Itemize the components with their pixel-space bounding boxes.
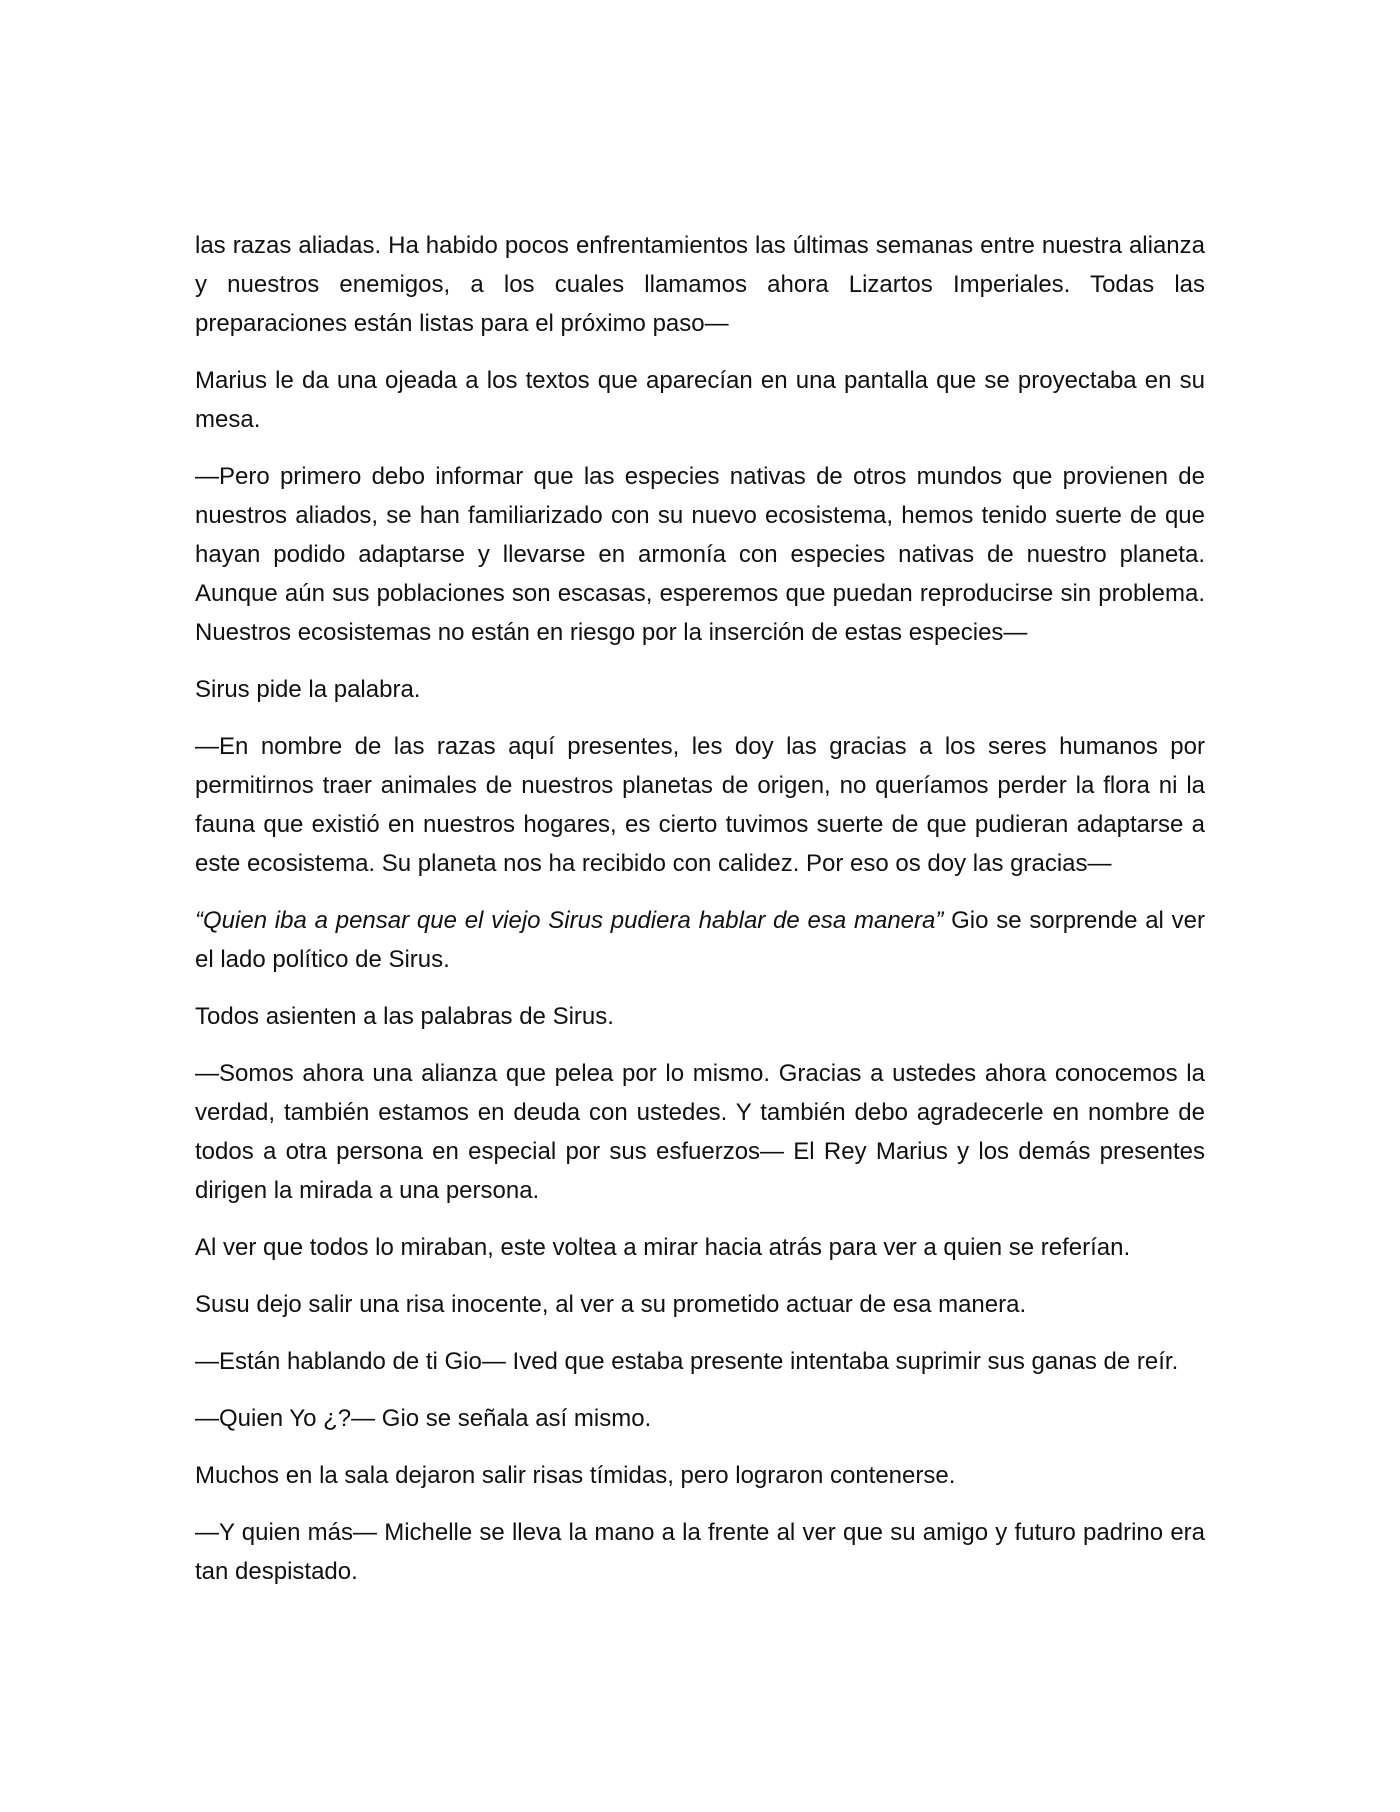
paragraph: —Pero primero debo informar que las especies nativas de otros mundos que provienen de nuestros aliados, se han familiarizado con su nuevo ecosistema, hemos tenido suerte de que hayan podido adaptarse y llevarse en armonía con especies nativas de nuestro planeta. Aunque aún sus poblaciones son escasas, esperemos que puedan reproducirse sin problema. Nuestros ecosistemas no están en riesgo por la inserción de estas especies—	[195, 463, 1205, 646]
document-body	[195, 226, 1205, 1609]
paragraph: las razas aliadas. Ha habido pocos enfrentamientos las últimas semanas entre nuestra alianza y nuestros enemigos, a los cuales llamamos ahora Lizartos Imperiales. Todas las preparaciones están listas para el próximo paso—	[195, 232, 1205, 337]
paragraph: Sirus pide la palabra.	[195, 676, 421, 703]
italic-thought: “Quien iba a pensar que el viejo Sirus pudiera hablar de esa manera”	[195, 907, 944, 934]
paragraph: —Están hablando de ti Gio— Ived que estaba presente intentaba suprimir sus ganas de reír.	[195, 1348, 1179, 1375]
paragraph: Al ver que todos lo miraban, este voltea a mirar hacia atrás para ver a quien se referían.	[195, 1234, 1131, 1261]
paragraph: Marius le da una ojeada a los textos que aparecían en una pantalla que se proyectaba en su mesa.	[195, 367, 1205, 433]
paragraph: —Somos ahora una alianza que pelea por lo mismo. Gracias a ustedes ahora conocemos la verdad, también estamos en deuda con ustedes. Y también debo agradecerle en nombre de todos a otra persona en especial por sus esfuerzos— El Rey Marius y los demás presentes dirigen la mirada a una persona.	[195, 1060, 1205, 1204]
paragraph: —Quien Yo ¿?— Gio se señala así mismo.	[195, 1405, 652, 1432]
paragraph: Muchos en la sala dejaron salir risas tímidas, pero lograron contenerse.	[195, 1462, 956, 1489]
paragraph-text: Gio se sorprende al ver el lado político de Sirus.	[195, 907, 1206, 973]
paragraph: —En nombre de las razas aquí presentes, les doy las gracias a los seres humanos por permitirnos traer animales de nuestros planetas de origen, no queríamos perder la flora ni la fauna que existió en nuestros hogares, es cierto tuvimos suerte de que pudieran adaptarse a este ecosistema. Su planeta nos ha recibido con calidez. Por eso os doy las gracias—	[195, 733, 1205, 877]
paragraph-with-italic-thought	[195, 901, 1205, 979]
paragraph: Todos asienten a las palabras de Sirus.	[195, 1003, 614, 1030]
paragraph: —Y quien más— Michelle se lleva la mano a la frente al ver que su amigo y futuro padrino era tan despistado.	[195, 1519, 1205, 1585]
paragraph: Susu dejo salir una risa inocente, al ver a su prometido actuar de esa manera.	[195, 1291, 1027, 1318]
